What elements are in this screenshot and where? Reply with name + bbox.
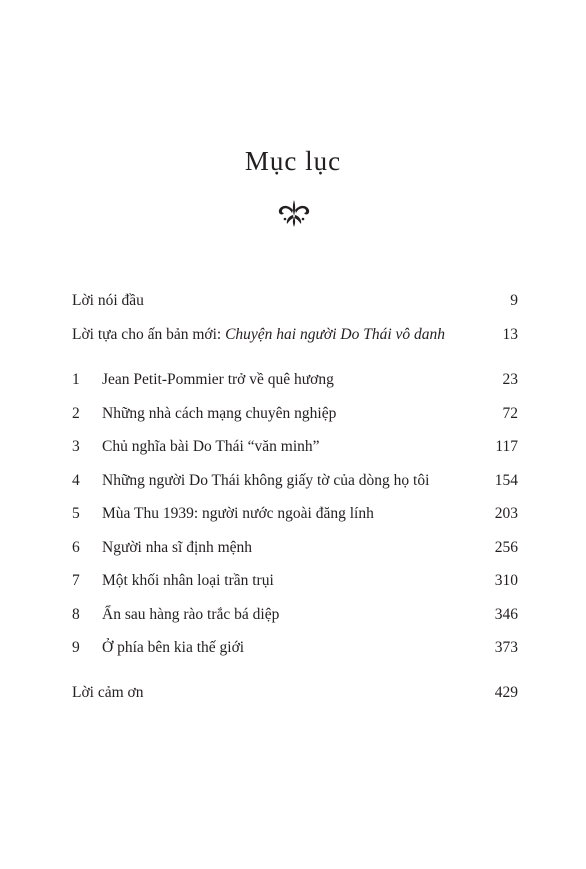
toc-entry-page: 9 <box>510 292 518 309</box>
toc-entry-page: 72 <box>502 404 518 422</box>
toc-entry-label <box>72 324 445 346</box>
chapter-number: 8 <box>72 605 80 623</box>
fleuron-ornament-icon <box>276 196 312 228</box>
chapter-title: Chủ nghĩa bài Do Thái “văn minh” <box>102 438 320 455</box>
toc-entry-chapter-7[interactable] <box>72 570 518 592</box>
chapter-title: Ở phía bên kia thế giới <box>102 639 245 656</box>
toc-entry-page: 373 <box>494 639 518 656</box>
toc-entry-chapter-6[interactable] <box>72 537 518 559</box>
toc-entry-acknowledgements[interactable] <box>72 682 518 704</box>
toc-entry-label: Lời nói đầu <box>72 292 144 309</box>
toc-entry-page: 429 <box>494 684 518 701</box>
toc-entry-page: 203 <box>494 505 518 522</box>
toc-entry-page: 13 <box>502 326 518 343</box>
toc-entry-chapter-4[interactable] <box>72 470 518 492</box>
page-title: Mục lục <box>244 146 342 176</box>
chapter-number: 5 <box>72 505 80 522</box>
chapter-title: Ẩn sau hàng rào trắc bá diệp <box>102 605 280 623</box>
toc-entry-page: 23 <box>502 371 518 388</box>
toc-entry-label-italic: Chuyện hai người Do Thái vô danh <box>225 326 445 343</box>
chapter-number: 2 <box>72 404 80 422</box>
toc-entry-page: 346 <box>494 605 518 623</box>
chapter-number: 6 <box>72 538 80 556</box>
chapter-number: 1 <box>72 371 80 388</box>
toc-entry-page: 256 <box>494 538 518 556</box>
toc-entry-chapter-1[interactable] <box>72 369 518 391</box>
toc-entry-chapter-2[interactable] <box>72 403 518 425</box>
toc-entry-preface[interactable] <box>72 290 518 312</box>
chapter-title: Jean Petit-Pommier trở về quê hương <box>102 371 334 388</box>
chapter-title: Một khối nhân loại trần trụi <box>102 572 274 589</box>
toc-entry-chapter-8[interactable] <box>72 604 518 626</box>
toc-entry-page: 154 <box>494 471 518 489</box>
chapter-title: Những người Do Thái không giấy tờ của dòng họ tôi <box>102 471 430 489</box>
toc-entry-chapter-5[interactable] <box>72 503 518 525</box>
toc-entry-chapter-9[interactable] <box>72 637 518 659</box>
chapter-number: 9 <box>72 639 80 656</box>
toc-entry-page: 117 <box>495 438 518 455</box>
chapter-title: Những nhà cách mạng chuyên nghiệp <box>102 404 337 422</box>
toc-entry-page: 310 <box>494 572 518 589</box>
chapter-number: 3 <box>72 438 80 455</box>
toc-entry-label-plain: Lời tựa cho ấn bản mới: <box>72 326 226 343</box>
chapter-title: Người nha sĩ định mệnh <box>102 538 253 556</box>
toc-entry-label: Lời cảm ơn <box>72 684 144 701</box>
toc-entry-new-edition-foreword[interactable] <box>72 324 518 346</box>
chapter-title: Mùa Thu 1939: người nước ngoài đăng lính <box>102 505 374 522</box>
chapter-number: 7 <box>72 572 80 589</box>
chapter-number: 4 <box>72 471 80 489</box>
toc-entry-chapter-3[interactable] <box>72 436 518 458</box>
